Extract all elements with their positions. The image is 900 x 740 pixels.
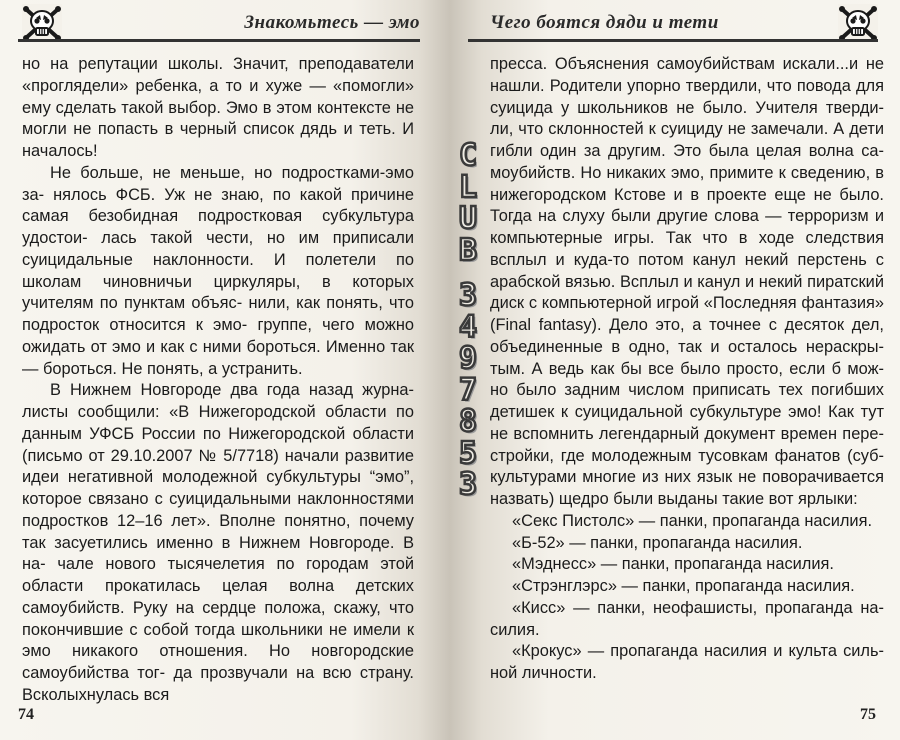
text-line: циркуляры, в которых учителям по пунктам объяс- xyxy=(22,272,414,313)
text-line: которое связано с суицидальными наклонностями xyxy=(22,490,414,508)
watermark-char: U xyxy=(458,201,478,236)
text-line: силия. xyxy=(490,620,540,639)
text-line: ему сделать такой выбор. Эмо в этом контексте xyxy=(22,98,391,117)
left-page-text xyxy=(22,54,414,707)
text-line: «Кисс» — панки, неофашисты, пропаганда на- xyxy=(512,598,884,617)
right-page-header xyxy=(468,4,878,44)
text-line: но было задним числом приписать тех погибших xyxy=(490,381,884,400)
right-page-text xyxy=(490,54,884,685)
text-line: нялось ФСБ. Уж не знаю, по какой причине самая xyxy=(22,185,414,226)
text-line: лась такой чести, но им приписали суицидальные xyxy=(22,229,414,269)
quote-line xyxy=(490,641,884,685)
text-line: в нижегородском Кстове и в проекте еще не было. xyxy=(490,163,884,204)
watermark-char: L xyxy=(458,169,478,205)
text-line: «Стрэнглэрс» — панки, пропаганда насилия. xyxy=(512,577,855,595)
text-line: суицида у школьников не было. Учителя тверди- xyxy=(490,98,884,117)
text-line: чале нового тысячелетия по городам этой области xyxy=(22,555,414,595)
text-line: так засуетились именно в Нижнем Новгороде. В на- xyxy=(22,533,414,574)
text-line: группе, чего можно ожидать от эмо и как с ними xyxy=(22,316,415,356)
text-line: ной личности. xyxy=(490,664,597,682)
running-title: Чего боятся дяди и тети xyxy=(490,12,719,33)
text-line: тым. А ведь как бы все было просто, если б мож- xyxy=(490,359,884,378)
text-line: Не больше, не меньше, но подростками-эмо за- xyxy=(22,163,414,204)
paragraph xyxy=(22,163,414,381)
text-line: арабской вязью. Всплыл и канул и некий пиратский xyxy=(490,272,884,291)
quote-line xyxy=(490,511,884,533)
club-watermark xyxy=(451,140,485,501)
text-line: Руку на сердце положа, скажу, что покончившие с xyxy=(22,598,414,639)
watermark-char: 7 xyxy=(458,372,478,408)
text-line: «Б-52» — панки, пропаганда насилия. xyxy=(512,533,803,552)
text-line: не вспомнить легендарный документ времен пере- xyxy=(490,424,884,443)
watermark-char: 4 xyxy=(458,309,478,345)
quote-line xyxy=(490,533,884,555)
paragraph xyxy=(22,54,414,163)
text-line: подростков 12–16 лет». Вполне понятно, почему xyxy=(22,511,414,530)
text-line: (Final fantasy). Дело это, а точнее с десяток дел, xyxy=(490,316,884,334)
text-line: «Мэднесс» — панки, пропаганда насилия. xyxy=(512,555,834,574)
quote-line xyxy=(490,554,884,576)
text-line: идеи негативной молодежной субкультуры “эмо”, xyxy=(22,468,414,487)
skull-crossbones-icon xyxy=(838,4,878,42)
watermark-char: 5 xyxy=(458,435,478,471)
paragraph xyxy=(22,380,414,706)
header-rule xyxy=(18,39,420,42)
text-line: да прозвучали на всю страну. Всколыхнулась вся xyxy=(22,664,414,704)
text-line: устранить. xyxy=(221,359,303,378)
right-page xyxy=(450,0,900,740)
text-line: Тогда на слуху были другие слова — терроризм xyxy=(490,207,869,226)
text-line: И началось! xyxy=(22,120,414,160)
text-line: но на репутации школы. Значит, преподаватели xyxy=(22,55,414,73)
watermark-char: B xyxy=(458,232,478,268)
text-line: В Нижнем Новгороде два года назад журна- xyxy=(50,381,414,400)
text-line: нашли. Родители упорно твердили, что повода для xyxy=(490,76,884,95)
text-line: моубийств. Но никаких эмо, примите к сведению, xyxy=(490,163,871,182)
text-line: наклонности. И полетели по школам чиновничьи xyxy=(22,250,414,291)
text-line: всплыл и куда-то потом канул некий перстень с xyxy=(490,250,884,269)
text-line: стройки, где молодежным тусовкам фанатов (суб- xyxy=(490,446,884,465)
quote-line xyxy=(490,598,884,642)
text-line: безобидная подростковая субкультура удостои- xyxy=(22,207,414,247)
page-number: 74 xyxy=(18,706,34,723)
paragraph xyxy=(490,54,884,511)
watermark-char: 8 xyxy=(458,404,478,439)
text-line: и компьютерные игры. Так что в ходе следствия xyxy=(490,207,884,247)
text-line: культурами многие из них язык не поворачивается xyxy=(490,468,884,487)
text-line: не могли не попасть в черный список дядь и теть. xyxy=(22,98,414,139)
text-line: «проглядели» ребенка, а то и хуже — «помогли» xyxy=(22,76,414,95)
text-line: собой тогда школьники не имели к эмо никакого xyxy=(22,620,414,661)
text-line: гибли один за другим. Это была целая волна са- xyxy=(490,142,884,160)
text-line: данным УФСБ России по Нижегородской области xyxy=(22,424,414,443)
page-number: 75 xyxy=(860,706,876,723)
text-line: бороться. Именно так — бороться. Не понять, а xyxy=(22,337,414,378)
text-line: (письмо от 29.10.2007 № 5/7718) начали развитие xyxy=(22,446,414,465)
text-line: «Крокус» — пропаганда насилия и культа силь- xyxy=(512,642,884,661)
watermark-char: 9 xyxy=(458,341,478,376)
watermark-char: 3 xyxy=(458,467,478,502)
text-line: объединенные в одно, так и осталось нераскры- xyxy=(490,337,884,356)
text-line: ли, что склонностей к суициду не замечали. А дети xyxy=(490,120,884,139)
text-line: пресса. Объяснения самоубийствам искали...и не xyxy=(490,55,884,73)
left-page-header xyxy=(18,4,420,44)
watermark-char: C xyxy=(458,138,478,173)
text-line: нили, как понять, что подросток относится к эмо- xyxy=(22,294,414,334)
quote-line xyxy=(490,576,884,598)
skull-crossbones-icon xyxy=(22,4,62,42)
text-line: детишек к суицидальной субкультуре эмо! Как тут xyxy=(490,403,884,421)
watermark-char: 3 xyxy=(458,278,478,313)
text-line: отношения. Но новгородские самоубийства тог- xyxy=(22,642,414,682)
running-title: Знакомьтесь — эмо xyxy=(244,12,420,33)
text-line: листы сообщили: «В Нижегородской области по xyxy=(22,403,414,421)
text-line: прокатилась целая волна детских самоубийств. xyxy=(22,577,414,617)
text-line: диск с компьютерной игрой «Последняя фантазия» xyxy=(490,294,884,313)
header-rule xyxy=(468,39,878,42)
text-line: назвать) щедро были выданы такие вот ярлыки: xyxy=(490,490,858,508)
text-line: «Секс Пистолс» — панки, пропаганда насилия. xyxy=(512,511,873,530)
